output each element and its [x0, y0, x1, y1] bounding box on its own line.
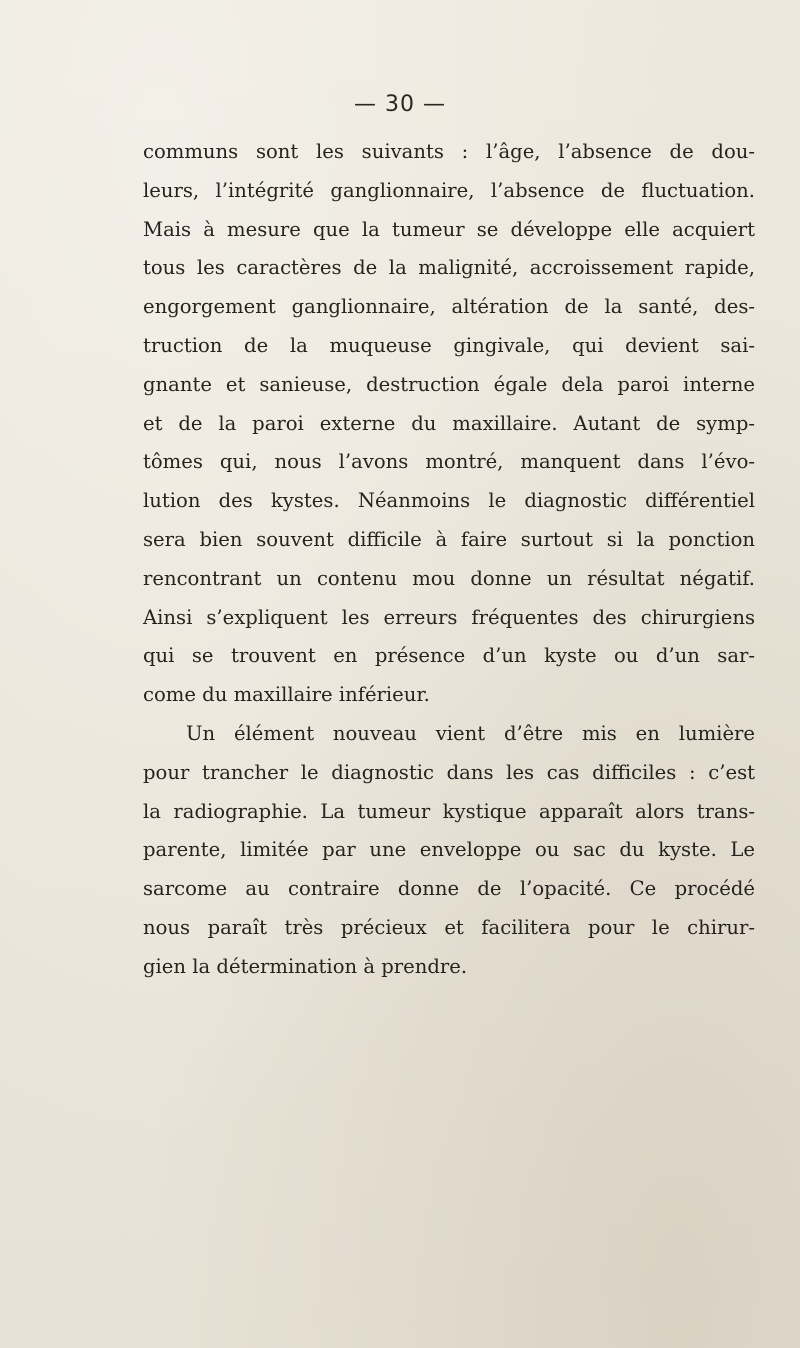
text-line: come du maxillaire inférieur.	[143, 683, 430, 707]
text-line: leurs, l’intégrité ganglionnaire, l’absence de fluctuation.	[143, 178, 755, 202]
text-line: communs sont les suivants : l’âge, l’absence de dou-	[143, 140, 755, 163]
text-line: Ainsi s’expliquent les erreurs fréquentes des chirurgiens	[143, 605, 755, 629]
text-line: lution des kystes. Néanmoins le diagnostic différentiel	[143, 489, 755, 513]
text-line: engorgement ganglionnaire, altération de la santé, des-	[143, 295, 755, 319]
text-line: gnante et sanieuse, destruction égale dela paroi interne	[143, 372, 755, 396]
text-line: sarcome au contraire donne de l’opacité. Ce procédé	[143, 877, 755, 901]
text-line: qui se trouvent en présence d’un kyste ou d’un sar-	[143, 644, 755, 668]
text-line: Mais à mesure que la tumeur se développe elle acquiert	[143, 217, 755, 241]
text-line: et de la paroi externe du maxillaire. Autant de symp-	[143, 411, 755, 435]
text-line: rencontrant un contenu mou donne un résultat négatif.	[143, 566, 755, 590]
text-line: nous paraît très précieux et facilitera pour le chirur-	[143, 915, 755, 939]
page-number: — 30 —	[354, 92, 446, 117]
text-line: pour trancher le diagnostic dans les cas difficiles : c’est	[143, 760, 755, 784]
text-line: parente, limitée par une enveloppe ou sac du kyste. Le	[143, 838, 755, 862]
text-line: tous les caractères de la malignité, accroissement rapide,	[143, 256, 755, 280]
paragraph-1	[143, 133, 755, 715]
text-line: sera bien souvent difficile à faire surtout si la ponction	[143, 527, 755, 551]
text-line: tômes qui, nous l’avons montré, manquent dans l’évo-	[143, 450, 755, 474]
text-line: la radiographie. La tumeur kystique apparaît alors trans-	[143, 799, 755, 823]
body-text	[143, 133, 755, 987]
text-line: Un élément nouveau vient d’être mis en lumière	[186, 721, 755, 745]
text-line: gien la détermination à prendre.	[143, 954, 468, 978]
text-line: truction de la muqueuse gingivale, qui devient sai-	[143, 333, 755, 357]
paragraph-2	[143, 715, 755, 987]
